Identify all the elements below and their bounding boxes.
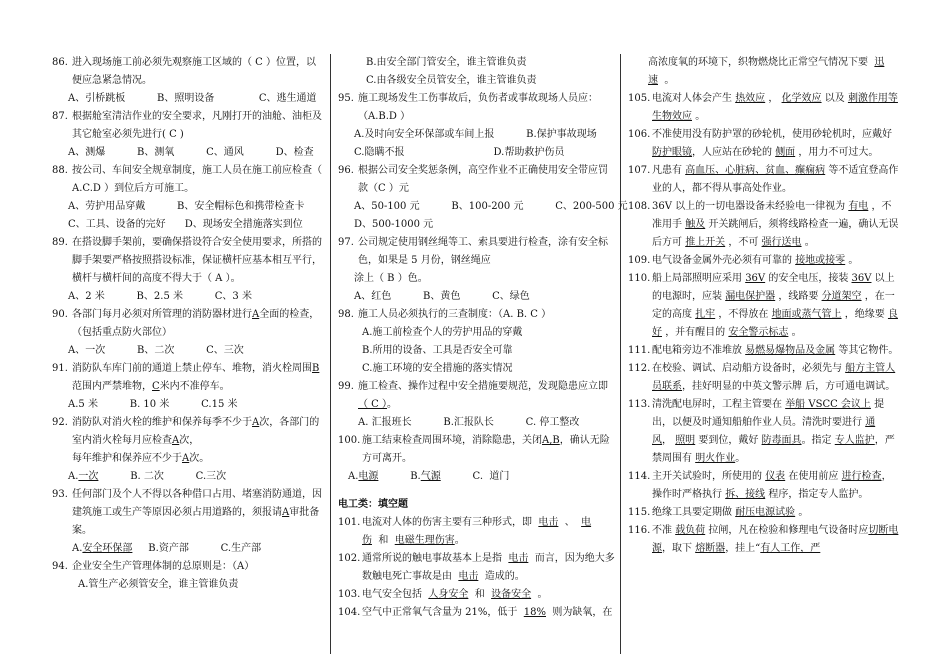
answer-blank: 强行送电 [761,237,802,248]
question-text: ，操作时严格执行 [652,471,892,500]
question-text: 消防队车库门前的通道上禁止停车、堆物，消火栓周围 [72,363,312,374]
answer-blank: 热效应 [735,93,766,104]
question-number: 87. [52,111,68,122]
answer-blank: B [312,363,320,374]
answer-options: A、一次 B、二次 C、三次 [68,345,244,356]
answer-blank: 高血压、心脏病、贫血、癫痫病 [685,165,826,176]
question-text: 等其它物件。 [838,345,899,356]
question-text: 则为缺氧，在 [552,607,613,618]
question-text: 配电箱旁边不准堆放 [652,345,742,356]
answer-blank: 熔断器 [695,543,726,554]
question-text: 按公司、车间安全规章制度，施工人员在施工前应检查（ A.C.D ）到位后方可施工。 [72,165,322,194]
answer-options: A.及时向安全环保部或车间上报 B.保护事故现场 [354,129,597,140]
question-104 [338,604,615,622]
question-text: 后，方可通电调试 [805,381,886,392]
question-number: 102. [338,553,361,564]
answer-blank: 防护眼镜 [652,147,692,158]
question-text: 电流对人体的伤害主要有三种形式，即 [362,517,532,528]
question-text: 根据舱室清洁作业的安全要求，凡刚打开的油舱、油柜及其它舱室必须先进行( C ) [72,111,322,140]
answer-blank: A [172,435,180,446]
question-text: 审批备案。 [72,507,320,536]
question-number: 105. [628,93,651,104]
question-number: 114. [628,471,651,482]
question-text: ，在一定的高度 [652,291,895,320]
question-text: 以上的电源时，应装 [652,273,895,302]
answer-blank: 刺激作用等生物效应 [652,93,898,122]
question-text: 。 [537,589,548,600]
question-text: 清洗配电屏时，工程主管要在 [652,399,782,410]
answer-option: C.施工环境的安全措施的落实情况 [362,363,513,374]
answer-blank: 有人工作，严 [760,543,821,554]
answer-blank: 专人监护 [834,435,875,446]
question-text: 施工检查、操作过程中安全措施要规范，发现隐患应立即 [358,381,608,392]
question-92 [52,414,324,450]
answer-blank: 接地或接零 [795,255,846,266]
question-text: 。 [791,327,802,338]
question-text: 。 [664,75,675,86]
question-text: 的安全电压，接装 [768,273,849,284]
answer-blank: A [252,309,260,320]
question-96 [338,162,615,198]
option-label: B. [410,471,421,482]
question-text: 而言，因为绝大多数触电死亡事故是由 [362,553,615,582]
question-text: 企业安全生产管理体制的总原则是：（A） [72,561,255,572]
question-number: 97. [338,237,354,248]
column-1 [52,54,324,594]
question-text: 等不适宜登高作业的人，都不得从事高处作业。 [652,165,899,194]
question-text: 施工人员必须执行的三查制度：（A. B. C ） [358,309,552,320]
question-number: 111. [628,345,651,356]
question-text: 开关跳闸后，须将线路检查一遍，确认无误后方可 [652,219,899,248]
answer-options: C、工具、设备的完好 D、现场安全措施落实到位 [68,219,303,230]
answer-blank: 侧面 [775,147,796,158]
question-text: 在使用前应 [788,471,839,482]
question-text: 拉闸，凡在检验和修理电气设备时应 [708,525,869,536]
question-99 [338,378,615,414]
question-text: ， [662,435,672,446]
question-text: 。指定 [801,435,832,446]
question-93 [52,486,324,540]
question-number: 106. [628,129,651,140]
answer-blank: A [282,507,290,518]
question-107 [628,162,900,198]
option-label: A. [348,471,359,482]
question-text: 次。 [189,453,210,464]
question-text: 以及 [824,93,845,104]
question-111 [628,342,900,360]
question-text: 施工现场发生工伤事故后，负伤者或事故现场人员应：（A.B.D ） [358,93,598,122]
option-answer: 安全环保部 [82,543,133,554]
question-88 [52,162,324,198]
question-95 [338,90,615,126]
question-number: 107. [628,165,651,176]
question-text: 任何部门及个人不得以各种借口占用、堵塞消防通道，因建筑施工或生产等原因必须占用道路的，须报请 [72,489,322,518]
answer-options: A、测爆 B、测氧 C、通风 D、检查 [68,147,314,158]
question-line [52,450,324,468]
answer-options [52,540,324,558]
question-text: ，取下 [662,543,692,554]
question-104-continued [628,54,900,90]
answer-options: A、引桥跳板 B、照明设备 C、逃生通道 [68,93,317,104]
question-number: 90. [52,309,68,320]
answer-options: A、50-100 元 B、100-200 元 C、200-500 元 [354,201,628,212]
question-text: 各部门每月必须对所管理的消防器材进行 [72,309,252,320]
answer-blank: 化学效应 [781,93,822,104]
question-text: ，人应站在砂轮的 [692,147,772,158]
option-label: B.资产部 C.生产部 [132,543,262,554]
option-answer: 电源 [358,471,379,482]
question-110 [628,270,900,342]
question-text: 要到位，戴好 [698,435,759,446]
question-number: 91. [52,363,68,374]
column-2 [338,54,628,622]
answer-options [52,468,324,486]
question-102 [338,550,615,586]
question-text: 米内不准停车。 [159,381,230,392]
option-label: B. 二次 C.三次 [98,471,227,482]
question-89 [52,234,324,288]
answer-option: B.所用的设备、工具是否安全可靠 [362,345,513,356]
question-109 [628,252,900,270]
question-text: ，线路要 [778,291,819,302]
column-divider [620,54,621,654]
question-text: ，挂好明显的中英文警示牌 [682,381,802,392]
question-text: 主开关试验时，所使用的 [652,471,762,482]
answer-blank: 通风 [652,417,876,446]
answer-blank: 电击 [538,517,559,528]
question-103 [338,586,615,604]
question-text: 每年维护和保养应不少于 [72,453,182,464]
answer-blank: 拆、接线 [725,489,766,500]
answer-options: A. 汇报班长 B.汇报队长 C. 停工整改 [358,417,580,428]
question-number: 101. [338,517,361,528]
answer-option: A.施工前检查个人的劳护用品的穿戴 [362,327,523,338]
question-112 [628,360,900,396]
answer-options: A、2 米 B、2.5 米 C、3 米 [68,291,252,302]
option-label: A. [68,471,79,482]
answer-blank: 迅速 [648,57,885,86]
answer-blank: C [152,381,160,392]
answer-blank: 明火作业 [695,453,736,464]
question-number: 100. [338,435,361,446]
answer-blank: A,B [542,435,560,446]
question-text: ，并有醒目的 [665,327,726,338]
question-number: 104. [338,607,361,618]
question-98 [338,306,615,324]
answer-blank: 36V [851,273,872,284]
question-108 [628,198,900,252]
question-text: 电气设备金属外壳必须有可靠的 [652,255,792,266]
question-text: ，严禁周围有 [652,435,895,464]
answer-blank: 人身安全 [428,589,469,600]
answer-blank: 仪表 [765,471,786,482]
question-text: 范围内严禁堆物， [72,381,152,392]
answer-blank: 耐压电源试验 [735,507,796,518]
question-text: 。 [798,507,809,518]
question-text: 电气安全包括 [362,589,422,600]
question-text: ，确认无险方可离开。 [362,435,610,464]
question-text: 和 [378,535,389,546]
answer-blank: 分道架空 [821,291,862,302]
question-text: 进入现场施工前必须先观察施工区域的（ C ）位置，以便应急紧急情况。 [72,57,317,86]
question-text: 提出，以便及时通知船舶作业人员。清洗时要进行 [652,399,885,428]
answer-options: A、劳护用品穿戴 B、安全帽标色和携带检查卡 [68,201,305,212]
question-text: 次， [179,435,200,446]
question-text: 。 [387,399,398,410]
answer-blank: 照明 [675,435,696,446]
question-100 [338,432,615,468]
answer-blank: 切断电源 [652,525,899,554]
answer-option: A.管生产必须管安全，谁主管谁负责 [78,579,239,590]
question-text: ，挂上“ [725,543,761,554]
question-number: 108. [628,201,651,212]
answer-blank: 良好 [652,309,898,338]
question-number: 103. [338,589,361,600]
answer-blank: 地面或蒸气管上 [771,309,842,320]
answer-blank: 进行检查 [841,471,882,482]
question-90 [52,306,324,342]
answer-blank: 电击 [458,571,479,582]
question-text: 全面的检查，（包括重点防火部位） [72,309,320,338]
question-91 [52,360,324,396]
answer-blank: 电伤 [362,517,592,546]
question-text: 船上局部照明应采用 [652,273,742,284]
question-text: 高浓度氧的环境下，织物燃烧比正常空气情况下要 [648,57,868,68]
answer-blank: 触及 [685,219,706,230]
answer-blank: 电击 [508,553,529,564]
question-text: 公司规定使用钢丝绳等工、索具要进行检查，涂有安全标色，如果是 5 月份，钢丝绳应 [358,237,608,266]
question-number: 112. [628,363,651,374]
question-text: 通常所说的触电事故基本上是指 [362,553,502,564]
question-text: 。 [454,535,465,546]
question-number: 116. [628,525,651,536]
answer-blank: 防毒面具 [761,435,802,446]
answer-blank: 安全警示标志 [728,327,789,338]
question-115 [628,504,900,522]
option-label: A. [72,543,83,554]
question-number: 115. [628,507,651,518]
option-answer: 一次 [78,471,99,482]
question-text: 、 [564,517,575,528]
section-heading: 电工类：填空题 [338,499,408,510]
question-number: 94. [52,561,68,572]
question-number: 86. [52,57,68,68]
answer-blank: 扎牢 [695,309,716,320]
answer-blank: 18% [523,607,546,618]
answer-option: C.由各级安全员管安全，谁主管谁负责 [366,75,537,86]
answer-options: A.5 米 B. 10 米 C.15 米 [68,399,238,410]
question-number: 95. [338,93,354,104]
question-text: ，绝缘要 [844,309,885,320]
question-text: 次，各部门的室内消火栓每月应检查 [72,417,320,446]
question-text: 和 [474,589,485,600]
answer-blank: 电磁生理伤害 [394,535,455,546]
question-text: ， [768,93,779,104]
answer-blank: 易燃易爆物品及金属 [745,345,836,356]
answer-options: D、500-1000 元 [354,219,434,230]
question-text: 消防队对消火栓的维护和保养每季不少于 [72,417,252,428]
answer-blank: 设备安全 [491,589,532,600]
question-number: 99. [338,381,354,392]
question-113 [628,396,900,468]
question-116 [628,522,900,558]
question-105 [628,90,900,126]
question-text: ，用力不可过大。 [798,147,879,158]
question-number: 98. [338,309,354,320]
question-text: 凡患有 [652,165,682,176]
question-text: ，不准用手 [652,201,892,230]
answer-blank: 36V [745,273,766,284]
question-97 [338,234,615,270]
question-106 [628,126,900,162]
answer-blank: A [252,417,260,428]
column-3 [628,54,900,558]
question-number: 96. [338,165,354,176]
column-divider [330,54,331,654]
option-label: C. 道门 [472,471,510,482]
question-number: 92. [52,417,68,428]
answer-options [338,468,615,486]
question-101 [338,514,615,550]
question-line: 涂上（ B ）色。 [354,273,428,284]
question-text: 不准 [652,525,672,536]
answer-blank: 有电 [848,201,869,212]
question-94 [52,558,324,576]
answer-blank: 推上开关 [685,237,726,248]
question-number: 113. [628,399,651,410]
answer-option: B.由安全部门管安全，谁主管谁负责 [366,57,527,68]
question-text: 根据公司安全奖惩条例，高空作业不正确使用安全带应罚款（C ）元 [358,165,608,194]
question-text: 电流对人体会产生 [652,93,732,104]
question-text: ，不得放在 [718,309,769,320]
question-text: 不准使用没有防护罩的砂轮机，使用砂轮机时，应戴好 [652,129,892,140]
question-text: 造成的。 [484,571,525,582]
question-text: 绝缘工具要定期做 [652,507,732,518]
question-86 [52,54,324,90]
question-text: 36V 以上的一切电器设备未经验电一律视为 [652,201,846,212]
question-87 [52,108,324,144]
answer-blank: A [182,453,190,464]
answer-blank: 船方主管人员联系 [652,363,896,392]
answer-options: A、红色 B、黄色 C、绿色 [354,291,530,302]
answer-blank: 漏电保护器 [725,291,776,302]
question-number: 110. [628,273,651,284]
answer-blank: （ C ） [358,399,388,410]
question-text: 。 [848,255,859,266]
question-number: 109. [628,255,651,266]
question-text: 程序，指定专人监护。 [768,489,869,500]
question-114 [628,468,900,504]
answer-blank: 举船 VSCC 会议上 [785,399,871,410]
option-answer: 气源 [420,471,441,482]
question-text: 。 [695,111,706,122]
question-text: 。 [735,453,746,464]
question-text: 。 [885,381,896,392]
question-text: ，不可 [728,237,759,248]
question-number: 89. [52,237,68,248]
question-text: 在校验、调试、启动船方设备时，必须先与 [652,363,842,374]
question-text: 。 [804,237,815,248]
question-text: 在搭设脚手架前，要确保搭设符合安全使用要求，所搭的脚手架要严格按照搭设标准，保证横杆应基本相互平行，横杆与横杆间的高度不得大于（ A ）。 [72,237,322,284]
question-number: 93. [52,489,68,500]
answer-blank: 载负荷 [675,525,706,536]
question-text: 空气中正常氧气含量为 21%，低于 [362,607,518,618]
answer-options: C.隐瞒不报 D.帮助救护伤员 [354,147,565,158]
question-number: 88. [52,165,68,176]
question-text: 施工结束检查周围环境，消除隐患，关闭 [362,435,542,446]
